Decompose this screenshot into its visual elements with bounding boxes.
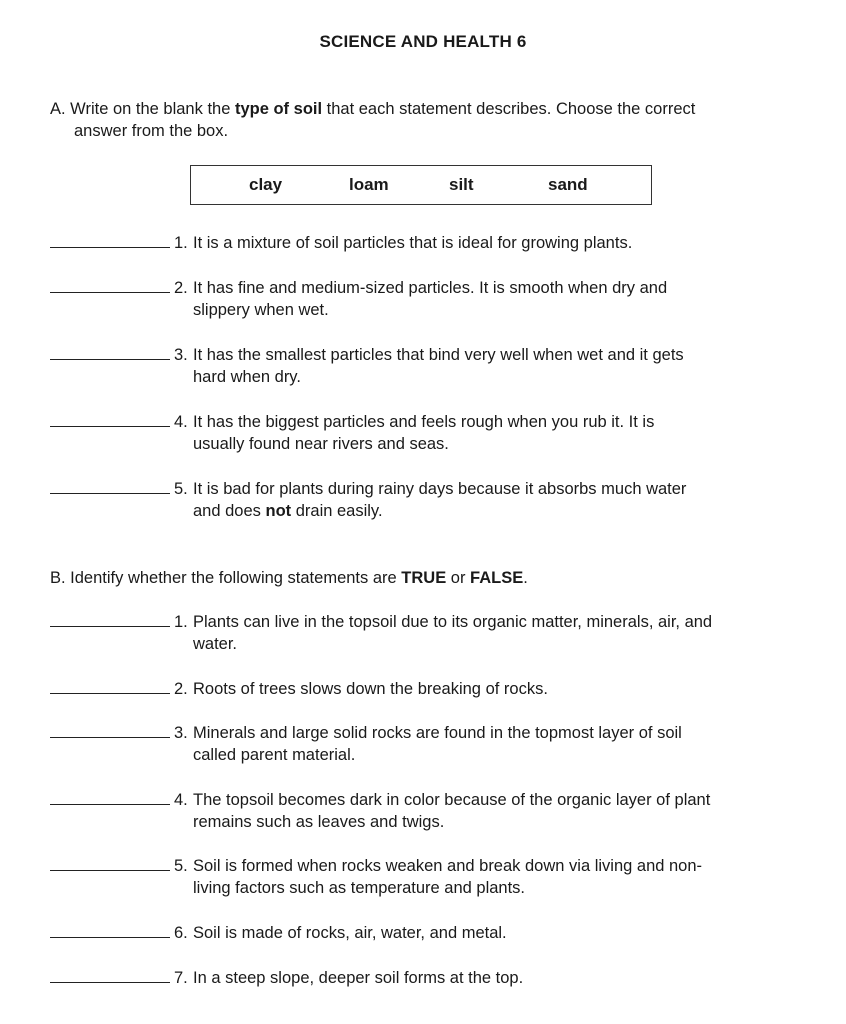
item-text	[193, 967, 803, 989]
choice-loam: loam	[349, 175, 389, 194]
part-a-instruction-emphasis: type of soil	[234, 100, 323, 118]
item-text	[193, 611, 803, 655]
item-text-line2: usually found near rivers and seas.	[193, 435, 449, 453]
part-b-false-label: FALSE	[470, 569, 524, 587]
item-number: 3.	[174, 346, 188, 364]
item-text	[193, 344, 803, 388]
page-title: SCIENCE AND HEALTH 6	[319, 32, 527, 51]
answer-blank[interactable]	[50, 982, 170, 983]
item-text-line2: called parent material.	[193, 746, 356, 764]
item-text-line1: It is bad for plants during rainy days because it absorbs much water	[193, 480, 687, 498]
item-text-line1: Minerals and large solid rocks are found in the topmost layer of soil	[193, 724, 682, 742]
item-number: 4.	[174, 791, 188, 809]
item-text-line1: It has the smallest particles that bind very well when wet and it gets	[193, 346, 684, 364]
item-text-line2-start: and does	[193, 502, 266, 520]
part-b-instruction-period: .	[523, 569, 528, 587]
answer-blank[interactable]	[50, 804, 170, 805]
item-text-line2: hard when dry.	[193, 368, 301, 386]
item-text	[193, 478, 803, 522]
item-text-line2: remains such as leaves and twigs.	[193, 813, 445, 831]
item-text-line1: The topsoil becomes dark in color because of the organic layer of plant	[193, 791, 711, 809]
item-text	[193, 277, 803, 321]
choice-sand: sand	[548, 175, 588, 194]
item-text-line2-end: drain easily.	[291, 502, 383, 520]
part-a-instruction-text: A. Write on the blank the	[50, 100, 235, 118]
item-number: 1.	[174, 613, 188, 631]
answer-blank[interactable]	[50, 693, 170, 694]
part-b-true-label: TRUE	[401, 569, 447, 587]
item-text-line1: Soil is made of rocks, air, water, and metal.	[193, 924, 507, 942]
item-number: 3.	[174, 724, 188, 742]
answer-blank[interactable]	[50, 737, 170, 738]
item-text	[193, 789, 803, 833]
item-text-line1: Plants can live in the topsoil due to its organic matter, minerals, air, and	[193, 613, 713, 631]
item-text-line1: Roots of trees slows down the breaking of rocks.	[193, 680, 548, 698]
answer-blank[interactable]	[50, 937, 170, 938]
answer-blank[interactable]	[50, 292, 170, 293]
part-b-instruction	[50, 567, 528, 589]
part-b-instruction-text: B. Identify whether the following statements are	[50, 569, 402, 587]
item-text	[193, 678, 803, 700]
item-text-line1: It has the biggest particles and feels rough when you rub it. It is	[193, 413, 655, 431]
item-text-line1: Soil is formed when rocks weaken and break down via living and non-	[193, 857, 703, 875]
item-text-line1: In a steep slope, deeper soil forms at the top.	[193, 969, 524, 987]
item-number: 2.	[174, 680, 188, 698]
item-text	[193, 722, 803, 766]
answer-blank[interactable]	[50, 247, 170, 248]
item-text-emphasis: not	[265, 502, 292, 520]
answer-blank[interactable]	[50, 359, 170, 360]
item-text-line2: living factors such as temperature and plants.	[193, 879, 526, 897]
answer-blank[interactable]	[50, 870, 170, 871]
part-a-instruction-line2: answer from the box.	[74, 122, 229, 140]
item-text-line2: slippery when wet.	[193, 301, 329, 319]
choice-silt: silt	[449, 175, 474, 194]
item-text	[193, 922, 803, 944]
item-text-line2: water.	[193, 635, 238, 653]
item-number: 2.	[174, 279, 188, 297]
item-number: 5.	[174, 857, 188, 875]
item-text	[193, 411, 803, 455]
part-a-instruction	[50, 98, 695, 142]
answer-blank[interactable]	[50, 626, 170, 627]
item-text-line1: It is a mixture of soil particles that is ideal for growing plants.	[193, 234, 633, 252]
item-number: 5.	[174, 480, 188, 498]
item-number: 7.	[174, 969, 188, 987]
choice-clay: clay	[249, 175, 283, 194]
answer-blank[interactable]	[50, 493, 170, 494]
item-text-line1: It has fine and medium-sized particles. It is smooth when dry and	[193, 279, 668, 297]
item-text	[193, 232, 803, 254]
part-b-instruction-or: or	[446, 569, 471, 587]
part-a-instruction-text-end: that each statement describes. Choose the correct	[322, 100, 696, 118]
item-number: 6.	[174, 924, 188, 942]
item-number: 1.	[174, 234, 188, 252]
item-number: 4.	[174, 413, 188, 431]
answer-choices-box	[190, 165, 652, 205]
answer-blank[interactable]	[50, 426, 170, 427]
item-text	[193, 855, 803, 899]
